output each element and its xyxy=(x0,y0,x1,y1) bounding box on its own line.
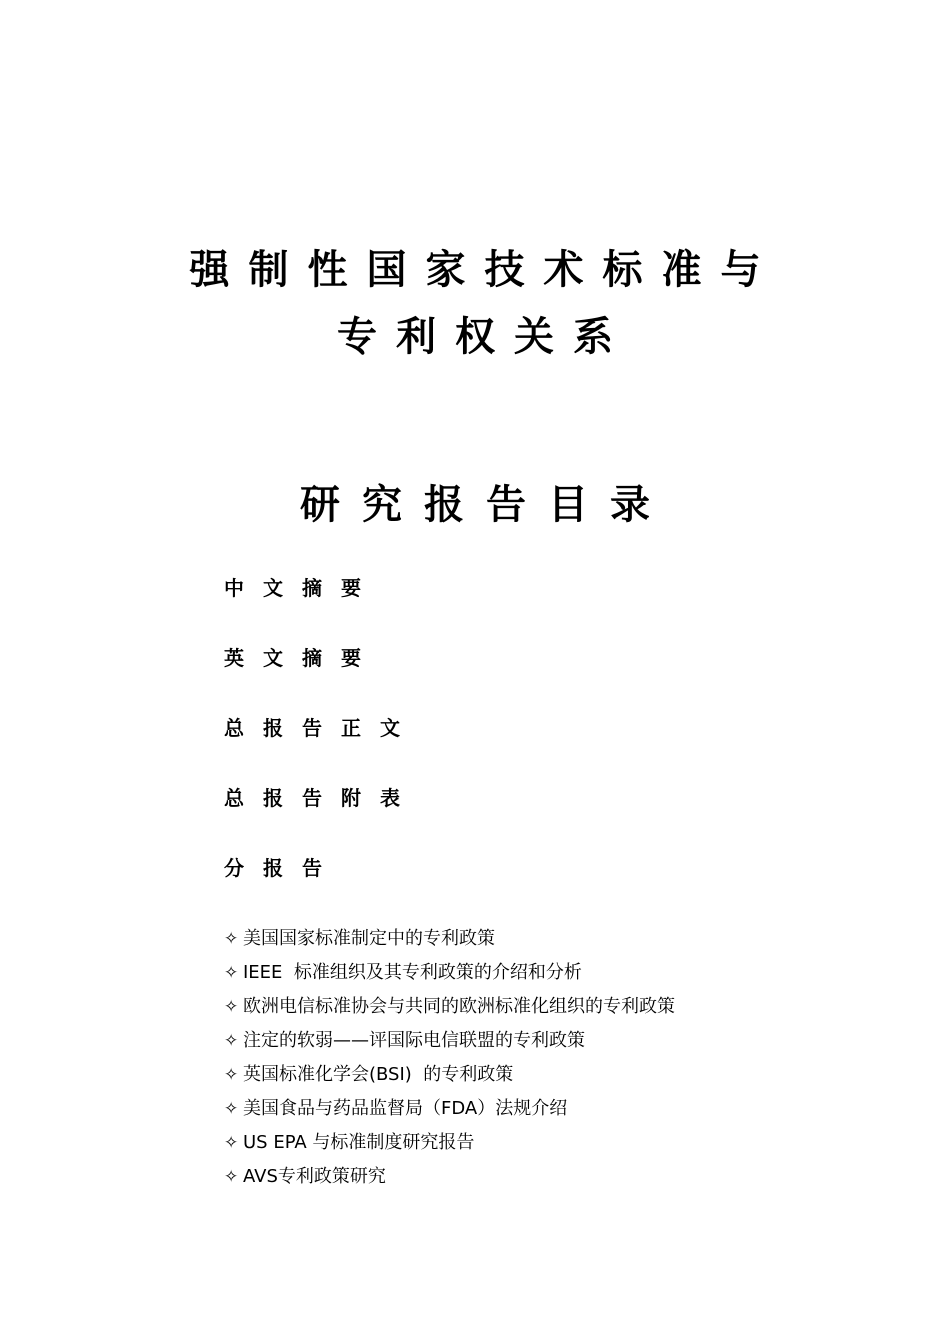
diamond-bullet-icon: ✧ xyxy=(224,1099,239,1119)
diamond-bullet-icon: ✧ xyxy=(224,963,239,983)
toc-section-sub-reports: 分报告 xyxy=(224,856,341,880)
toc-section-english-abstract: 英文摘要 xyxy=(224,646,380,670)
toc-section-main-report: 总报告正文 xyxy=(224,716,419,740)
document-title-line-2: 专利权关系 xyxy=(337,314,632,360)
document-title-line-1: 强制性国家技术标准与 xyxy=(189,247,780,293)
sub-report-item xyxy=(224,1126,675,1160)
sub-report-title: 欧洲电信标准协会与共同的欧洲标准化组织的专利政策 xyxy=(243,996,675,1017)
diamond-bullet-icon: ✧ xyxy=(224,1133,239,1153)
sub-report-title: AVS专利政策研究 xyxy=(243,1166,386,1187)
toc-section-main-report-appendix: 总报告附表 xyxy=(224,786,419,810)
diamond-bullet-icon: ✧ xyxy=(224,1167,239,1187)
sub-report-item xyxy=(224,922,675,956)
sub-report-title: US EPA 与标准制度研究报告 xyxy=(243,1132,475,1153)
diamond-bullet-icon: ✧ xyxy=(224,929,239,949)
sub-report-item xyxy=(224,990,675,1024)
sub-report-title: 注定的软弱——评国际电信联盟的专利政策 xyxy=(243,1030,585,1051)
sub-report-list xyxy=(224,922,675,1194)
sub-report-title: IEEE 标准组织及其专利政策的介绍和分析 xyxy=(243,962,582,983)
sub-report-item xyxy=(224,1024,675,1058)
sub-report-title: 美国食品与药品监督局（FDA）法规介绍 xyxy=(243,1098,568,1119)
sub-report-item xyxy=(224,1160,675,1194)
toc-heading: 研究报告目录 xyxy=(300,482,672,528)
toc-section-chinese-abstract: 中文摘要 xyxy=(224,576,380,600)
diamond-bullet-icon: ✧ xyxy=(224,1065,239,1085)
sub-report-item xyxy=(224,956,675,990)
sub-report-title: 美国国家标准制定中的专利政策 xyxy=(243,928,495,949)
diamond-bullet-icon: ✧ xyxy=(224,997,239,1017)
diamond-bullet-icon: ✧ xyxy=(224,1031,239,1051)
sub-report-title: 英国标准化学会(BSI) 的专利政策 xyxy=(243,1064,514,1085)
sub-report-item xyxy=(224,1058,675,1092)
sub-report-item xyxy=(224,1092,675,1126)
